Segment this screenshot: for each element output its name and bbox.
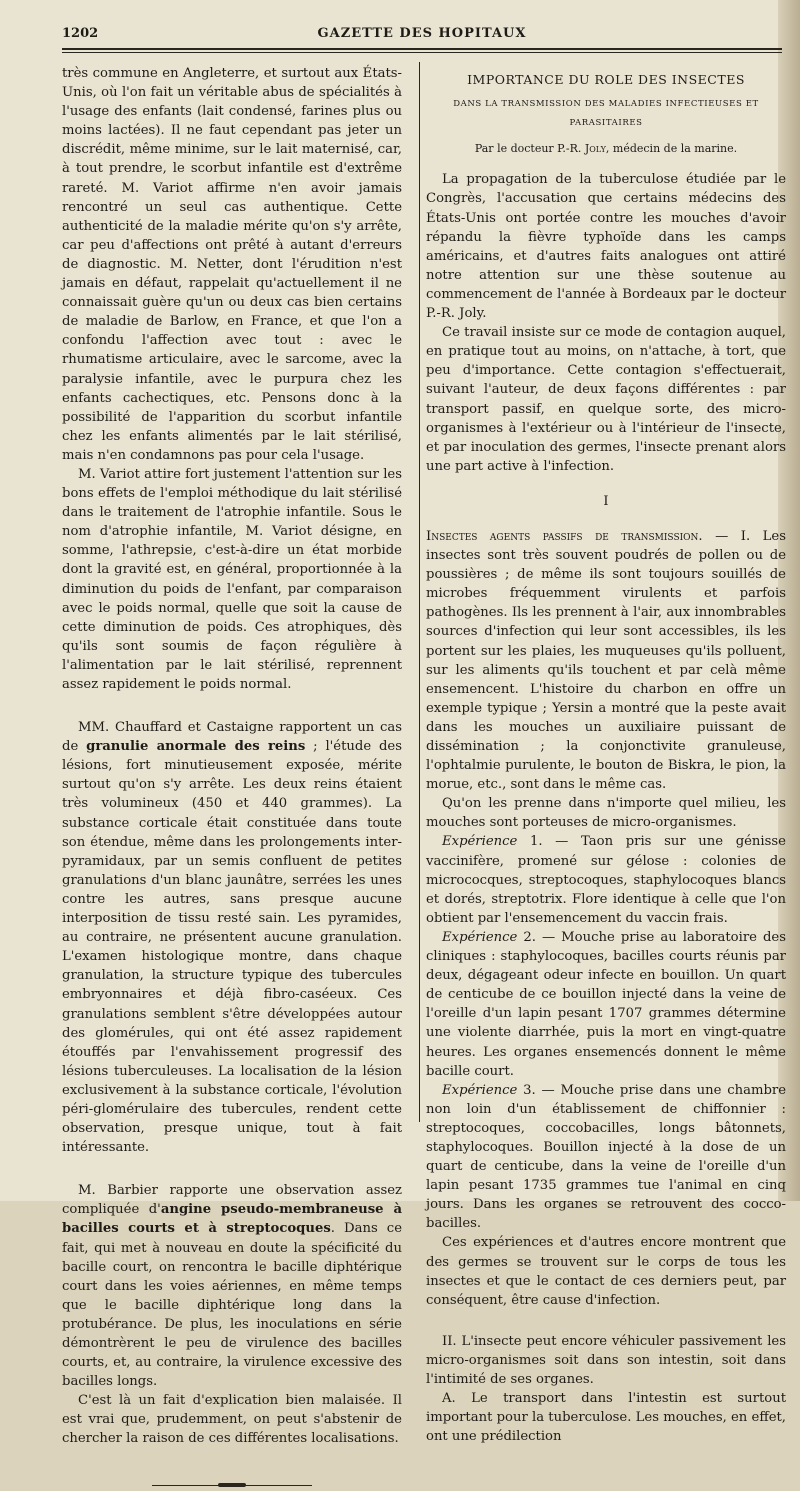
paragraph-experience-3 xyxy=(426,1081,786,1234)
paragraph-experiences-conclusion: Ces expériences et d'autres encore montrent que des germes se trouvent sur le corps de tous les insectes et que le contact de ces derniers peut, par conséquent, être cause d'infection. xyxy=(426,1235,786,1308)
paragraph-scorbut: très commune en Angleterre, et surtout aux États-Unis, où l'on fait un véritable abus de spécialités à l'usage des enfants (lait condensé, farines plus ou moins lactées). Il ne faut cependant pas jeter un discrédit, même minime, sur le lait maternisé, car, à tout prendre, le scorbut infantile est d'extrême rareté. M. Variot affirme n'en avoir jamais rencontré un seul cas authentique. Cette authenticité de la maladie mérite qu'on s'y arrête, car peu d'affections ont prêté à autant d'erreurs de diagnostic. M. Netter, dont l'érudition n'est jamais en défaut, rappelait qu'actuellement il ne connaissait guère qu'un ou deux cas bien certains de maladie de Barlow, en France, et que l'on a confondu l'affection avec tout : avec le rhumatisme articulaire, avec le sarcome, avec la paralysie infantile, avec le purpura chez les enfants cachectiques, etc. Pensons donc à la possibilité de l'apparition du scorbut infantile chez les enfants alimentés par le lait stérilisé, mais n'en condamnons pas pour cela l'usage. xyxy=(62,66,402,463)
section-end-ornament xyxy=(152,1481,312,1491)
angine-keyword: angine pseudo-membraneuse à bacilles courts et à streptocoques xyxy=(62,1202,402,1237)
paragraph-tuberculose: A. Le transport dans l'intestin est surtout important pour la tuberculose. Les mouches, en effet, ont une prédilection xyxy=(426,1391,786,1445)
paragraph-mouches: Qu'on les prenne dans n'importe quel milieu, les mouches sont porteuses de micro-organismes. xyxy=(426,796,786,831)
experience-1-text: 1. — Taon pris sur une génisse vaccinifère, promené sur gélose : colonies de micrococques, streptocoques, staphylocoques blancs et dorés, streptotrix. Flore identique à celle que l'on obtient par l'ensemencement du vaccin frais. xyxy=(426,834,786,926)
article-author xyxy=(426,139,786,158)
column-divider xyxy=(419,62,420,1122)
paragraph-experience-1 xyxy=(426,832,786,927)
paragraph-agents-passifs xyxy=(426,527,786,794)
header-rule xyxy=(62,48,782,50)
angine-lead: M. Barbier rapporte une observation assez compliquée d' xyxy=(62,1183,402,1218)
article-subtitle: DANS LA TRANSMISSION DES MALADIES INFECTIEUSES ET PARASITAIRES xyxy=(453,99,759,129)
page-number: 1202 xyxy=(62,26,99,41)
experience-label: Expérience xyxy=(442,834,518,850)
paragraph-granulie xyxy=(62,718,402,1157)
journal-title: GAZETTE DES HOPITAUX xyxy=(317,26,527,41)
granulie-body: ; l'étude des lésions, fort minutieusement exposée, mérite surtout qu'on s'y arrête. Les deux reins étaient très volumineux (450 et 440 grammes). La substance corticale était constituée dans toute son étendue, même dans les prolongements inter-pyramidaux, par un semis confluent de petites granulations d'un blanc jaunâtre, serrées les unes contre les autres, sans presque aucune interposition de tissu resté sain. Les pyramides, au contraire, ne présentent aucune granulation. L'examen histologique montre, dans chaque granulation, la structure typique des tubercules embryonnaires et déjà fibro-caséeux. Ces granulations semblent s'être développées autour des glomérules, qui ont été assez rapidement étouffés par l'envahissement progressif des lésions tuberculeuses. La localisation de la lésion exclusivement à la substance corticale, l'évolution péri-glomérulaire des tubercules, rendent cette observation, presque unique, tout à fait intéressante. xyxy=(62,739,402,1156)
spacer xyxy=(426,515,786,527)
right-column xyxy=(426,64,786,1446)
spacer xyxy=(426,476,786,488)
left-column xyxy=(62,64,402,1491)
agents-passifs-body: — I. Les insectes sont très souvent poudrés de pollen ou de poussières ; de même ils sont toujours souillés de microbes fréquemment virulents et parfois pathogènes. Ils les prennent à l'air, aux innombrables sources d'infection qui leur sont accessibles, ils les portent sur les plaies, les muqueuses qu'ils polluent, sur les aliments qu'ils touchent et par celà même ensemencent. L'histoire du charbon en offre un exemple typique ; Yersin a montré que la peste avait dans les mouches un auxiliaire puissant de dissémination ; la conjonctivite granuleuse, l'ophtalmie purulente, le bouton de Biskra, le pion, la morue, etc., sont dans le même cas. xyxy=(426,528,786,793)
paragraph-experience-2 xyxy=(426,928,786,1081)
granulie-lead: MM. Chauffard et Castaigne rapportent un cas de xyxy=(62,720,402,755)
experience-label: Expérience xyxy=(442,1082,518,1098)
experience-2-text: 2. — Mouche prise au laboratoire des cliniques : staphylocoques, bacilles courts réunis par deux, dégageant odeur infecte en bouillon. Un quart de centicube de ce bouillon injecté dans la veine de l'oreille d'un lapin pesant 1707 grammes détermine une violente diarrhée, puis la mort en vingt-quatre heures. Les organes ensemencés donnent le même bacille court. xyxy=(426,929,786,1079)
spacer xyxy=(62,694,402,718)
section-heading: Insectes agents passifs de transmission. xyxy=(426,528,703,544)
paragraph-transport-intestin: II. L'insecte peut encore véhiculer passivement les micro-organismes soit dans son intestin, soit dans l'intimité de ses organes. xyxy=(426,1333,786,1387)
paragraph-conclusion: C'est là un fait d'explication bien malaisée. Il est vrai que, prudemment, on peut s'abstenir de chercher la raison de ces différentes localisations. xyxy=(62,1393,402,1447)
paragraph-atrophie: M. Variot attire fort justement l'attention sur les bons effets de l'emploi méthodique du lait stérilisé dans le traitement de l'atrophie infantile. Sous le nom d'atrophie infantile, M. Variot désigne, en somme, l'athrepsie, c'est-à-dire un état morbide dont la gravité est, en général, proportionnée à la diminution du poids de l'enfant, par comparaison avec le poids normal, quelle que soit la cause de cette diminution de poids. Ces atrophiques, dès qu'ils sont soumis de façon régulière à l'alimentation par le lait stérilisé, reprennent assez rapidement le poids normal. xyxy=(62,466,402,692)
paragraph-angine xyxy=(62,1181,402,1391)
section-number: I xyxy=(603,493,609,509)
experience-label: Expérience xyxy=(442,929,518,945)
spacer xyxy=(426,158,786,170)
author-prefix: Par le docteur P.-R. xyxy=(474,142,585,156)
paragraph-travail: Ce travail insiste sur ce mode de contagion auquel, en pratique tout au moins, on n'attache, à tort, que peu d'importance. Cette contagion s'effectuerait, suivant l'auteur, de deux façons différentes : par transport passif, en quelque sorte, des micro-organismes à l'extérieur ou à l'intérieur de l'insecte, et par inoculation des germes, l'insecte prenant alors une part active à l'infection. xyxy=(426,325,786,474)
author-name: Joly xyxy=(584,142,606,156)
spacer xyxy=(426,1310,786,1332)
paragraph-intro: La propagation de la tuberculose étudiée par le Congrès, l'accusation que certains médecins des États-Unis ont portée contre les mouches d'avoir répandu la fièvre typhoïde dans les camps américains, et d'autres faits analogues ont attiré notre attention sur une thèse soutenue au commencement de l'année à Bordeaux par le docteur P.-R. Joly. xyxy=(426,172,786,322)
header-rule-thin xyxy=(62,52,782,53)
author-suffix: , médecin de la marine. xyxy=(605,142,738,156)
granulie-keyword: granulie anormale des reins xyxy=(86,739,306,755)
experience-3-text: 3. — Mouche prise dans une chambre non loin d'un établissement de chiffonnier : streptocoques, coccobacilles, longs bâtonnets, staphylocoques. Bouillon injecté à la dose de un quart de centicube, dans la veine de l'oreille d'un lapin pesant 1735 grammes tue l'animal en cinq jours. Dans les organes se retrouvent des cocco-bacilles. xyxy=(426,1082,786,1232)
article-title: IMPORTANCE DU ROLE DES INSECTES xyxy=(467,72,745,87)
spacer xyxy=(62,1157,402,1181)
page-header xyxy=(62,24,782,46)
angine-body: . Dans ce fait, qui met à nouveau en doute la spécificité du bacille court, on rencontra le bacille diphtérique court dans les voies aériennes, en même temps que le bacille diphtérique long dans la protubérance. De plus, les inoculations en série démontrèrent le peu de virulence des bacilles courts, et, au contraire, la virulence excessive des bacilles longs. xyxy=(62,1221,402,1390)
